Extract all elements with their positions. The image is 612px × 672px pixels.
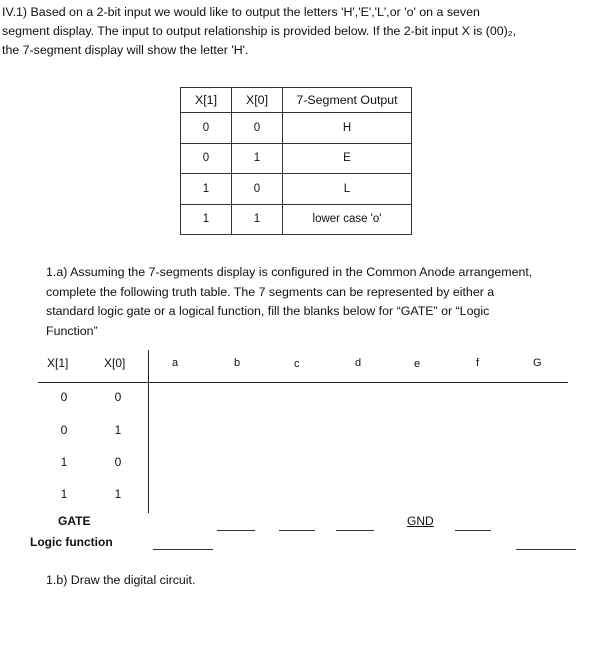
table-cell: 0: [60, 423, 68, 437]
intro-line-3: the 7-segment display will show the letter 'H'.: [2, 43, 249, 57]
table-row: [181, 143, 412, 174]
table-cell: 1: [114, 487, 122, 501]
table-cell: 1: [181, 204, 232, 235]
question-1b: 1.b) Draw the digital circuit.: [46, 573, 196, 587]
gate-blank-c[interactable]: [279, 530, 315, 531]
table-row: [181, 174, 412, 205]
table-cell: 1: [232, 143, 283, 174]
question-1a-line-2: complete the following truth table. The 7 segments can be represented by either a: [46, 284, 495, 299]
logic-blank-a[interactable]: [153, 549, 213, 550]
table-cell: L: [283, 174, 412, 205]
table-cell: H: [283, 113, 412, 144]
gate-blank-b[interactable]: [217, 530, 255, 531]
logic-blank-g[interactable]: [516, 549, 576, 550]
truth-header-c: c: [294, 358, 300, 370]
table-cell: 0: [114, 390, 122, 404]
truth-header-d: d: [355, 357, 362, 369]
table-cell: lower case 'o': [283, 204, 412, 235]
gate-blank-f[interactable]: [455, 530, 491, 531]
table-cell: 0: [181, 113, 232, 144]
truth-header-f: f: [476, 357, 480, 369]
gate-blank-d[interactable]: [336, 530, 374, 531]
intro-line-2: segment display. The input to output relationship is provided below. If the 2-bit input X is (00)₂,: [2, 24, 517, 38]
question-1a-line-3: standard logic gate or a logical function, fill the blanks below for “GATE” or “Logic: [46, 304, 490, 319]
question-1a-line-4: Function”: [46, 323, 98, 338]
header-7seg-output: 7-Segment Output: [283, 88, 412, 113]
table-cell: 1: [60, 487, 68, 501]
table-cell: 0: [60, 390, 68, 404]
header-divider: [38, 382, 568, 383]
gate-label: GATE: [58, 514, 91, 528]
truth-header-x0: X[0]: [104, 356, 126, 370]
header-x0: X[0]: [232, 88, 283, 113]
table-cell: 1: [60, 455, 68, 469]
table-cell: 1: [114, 423, 122, 437]
truth-header-e: e: [414, 358, 421, 370]
gate-answer-gnd: GND: [407, 514, 434, 528]
intro-paragraph: [2, 3, 602, 60]
question-1a: [46, 263, 606, 341]
table-cell: 0: [232, 113, 283, 144]
logic-function-label: Logic function: [30, 535, 113, 549]
truth-header-b: b: [234, 357, 241, 369]
truth-header-a: a: [172, 357, 179, 369]
truth-header-g: G: [533, 357, 542, 369]
question-1a-line-1: 1.a) Assuming the 7-segments display is configured in the Common Anode arrangement,: [46, 265, 533, 279]
table-row: [181, 113, 412, 144]
table-row: [181, 204, 412, 235]
output-mapping-table: [180, 87, 412, 235]
truth-header-x1: X[1]: [47, 356, 69, 370]
input-output-divider: [148, 350, 149, 513]
table-cell: 1: [181, 174, 232, 205]
header-x1: X[1]: [181, 88, 232, 113]
output-table-header-row: [181, 88, 412, 113]
table-cell: 0: [232, 174, 283, 205]
table-cell: E: [283, 143, 412, 174]
table-cell: 1: [232, 204, 283, 235]
table-cell: 0: [181, 143, 232, 174]
table-cell: 0: [114, 455, 122, 469]
intro-line-1: IV.1) Based on a 2-bit input we would like to output the letters 'H','E','L',or 'o' on a seven: [2, 5, 480, 19]
